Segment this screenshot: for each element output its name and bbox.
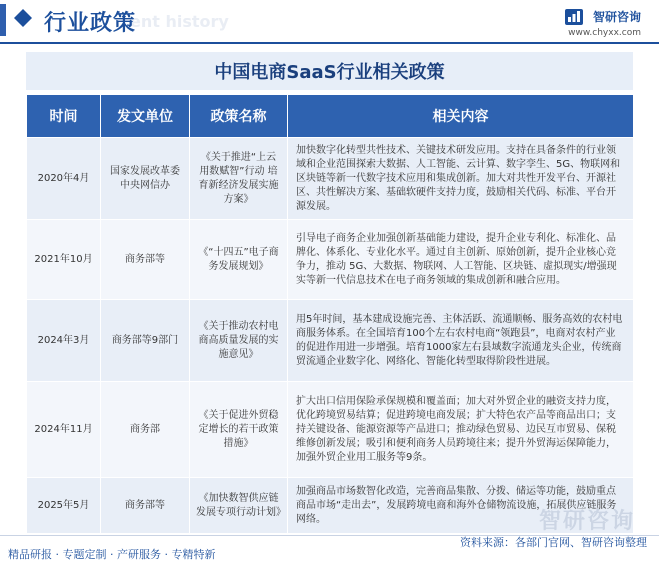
watermark: 智研咨询 [538,509,635,534]
cell-content: 引导电子商务企业加强创新基础能力建设，提升企业专利化、标准化、品牌化、体系化、专业化水平。通过自主创新、原始创新，提升企业核心竞争力，推动 5G、大数据、物联网、人工智能、区块链、虚拟现实/增强现实等新一代信息技术在电子商务领域的集成创新和融合应用。 [288,220,634,300]
cell-policy-name: 《“十四五”电子商务发展规划》 [190,220,288,300]
column-header-content: 相关内容 [288,95,634,138]
cell-content: 扩大出口信用保险承保规模和覆盖面；加大对外贸企业的融资支持力度，优化跨境贸易结算；促进跨境电商发展；扩大特色农产品等商品出口；支持关键设备、能源资源等产品进口；推动绿色贸易、边民互市贸易、保税维修创新发展；吸引和便利商务人员跨境往来；提升外贸海运保障能力，加强外贸企业用工服务等9条。 [288,382,634,478]
brand-logo-icon [564,7,584,27]
cell-unit: 商务部等 [101,478,190,534]
cell-unit: 商务部 [101,382,190,478]
table-header-row [27,95,634,138]
ghost-background-text: ent history [130,12,229,31]
column-header-name: 政策名称 [190,95,288,138]
table-row [27,382,634,478]
cell-policy-name: 《关于推动农村电商高质量发展的实施意见》 [190,300,288,382]
brand-name: 智研咨询 [592,10,641,24]
cell-time: 2024年11月 [27,382,101,478]
table-row [27,220,634,300]
source-note: 资料来源：各部门官网、智研咨询整理 [460,536,647,549]
cell-policy-name: 《关于促进外贸稳定增长的若干政策措施》 [190,382,288,478]
cell-time: 2020年4月 [27,138,101,220]
footer-tagline: 精品研报 · 专题定制 · 产研服务 · 专精特新 [8,548,216,561]
cell-time: 2024年3月 [27,300,101,382]
cell-policy-name: 《加快数智供应链发展专项行动计划》 [190,478,288,534]
table-title: 中国电商SaaS行业相关政策 [26,52,633,90]
brand-logo [564,6,641,38]
cell-content: 加强商品市场数智化改造，完善商品集散、分拨、储运等功能，鼓励重点商品市场“走出去”，发展跨境电商和海外仓储物流设施，拓展供应链服务网络。 [288,478,634,534]
cell-unit: 商务部等9部门 [101,300,190,382]
table-row [27,300,634,382]
cell-time: 2025年5月 [27,478,101,534]
header-divider [0,42,659,44]
column-header-unit: 发文单位 [101,95,190,138]
cell-time: 2021年10月 [27,220,101,300]
column-header-time: 时间 [27,95,101,138]
brand-url: www.chyxx.com [568,27,641,38]
cell-content: 用5年时间，基本建成设施完善、主体活跃、流通顺畅、服务高效的农村电商服务体系。在全国培育100个左右农村电商“领跑县”，电商对农村产业的促进作用进一步增强。培育1000家左右县域数字流通龙头企业，传统商贸流通企业数字化、网络化、智能化转型取得阶段性进展。 [288,300,634,382]
table-row [27,138,634,220]
page-title: 行业政策 [44,11,137,36]
diamond-icon [14,9,32,27]
cell-unit: 商务部等 [101,220,190,300]
accent-bar [0,4,6,36]
cell-policy-name: 《关于推进“上云用数赋智”行动 培育新经济发展实施方案》 [190,138,288,220]
policy-table [26,94,634,534]
cell-content: 加快数字化转型共性技术、关键技术研发应用。支持在具备条件的行业领域和企业范围探索大数据、人工智能、云计算、数字孪生、5G、物联网和区块链等新一代数字技术应用和集成创新。加大对共性开发平台、开源社区、共性解决方案、基础软硬件支持力度，鼓励相关代码、标准、平台开源发展。 [288,138,634,220]
cell-unit: 国家发展改革委 中央网信办 [101,138,190,220]
top-bar [0,0,659,44]
